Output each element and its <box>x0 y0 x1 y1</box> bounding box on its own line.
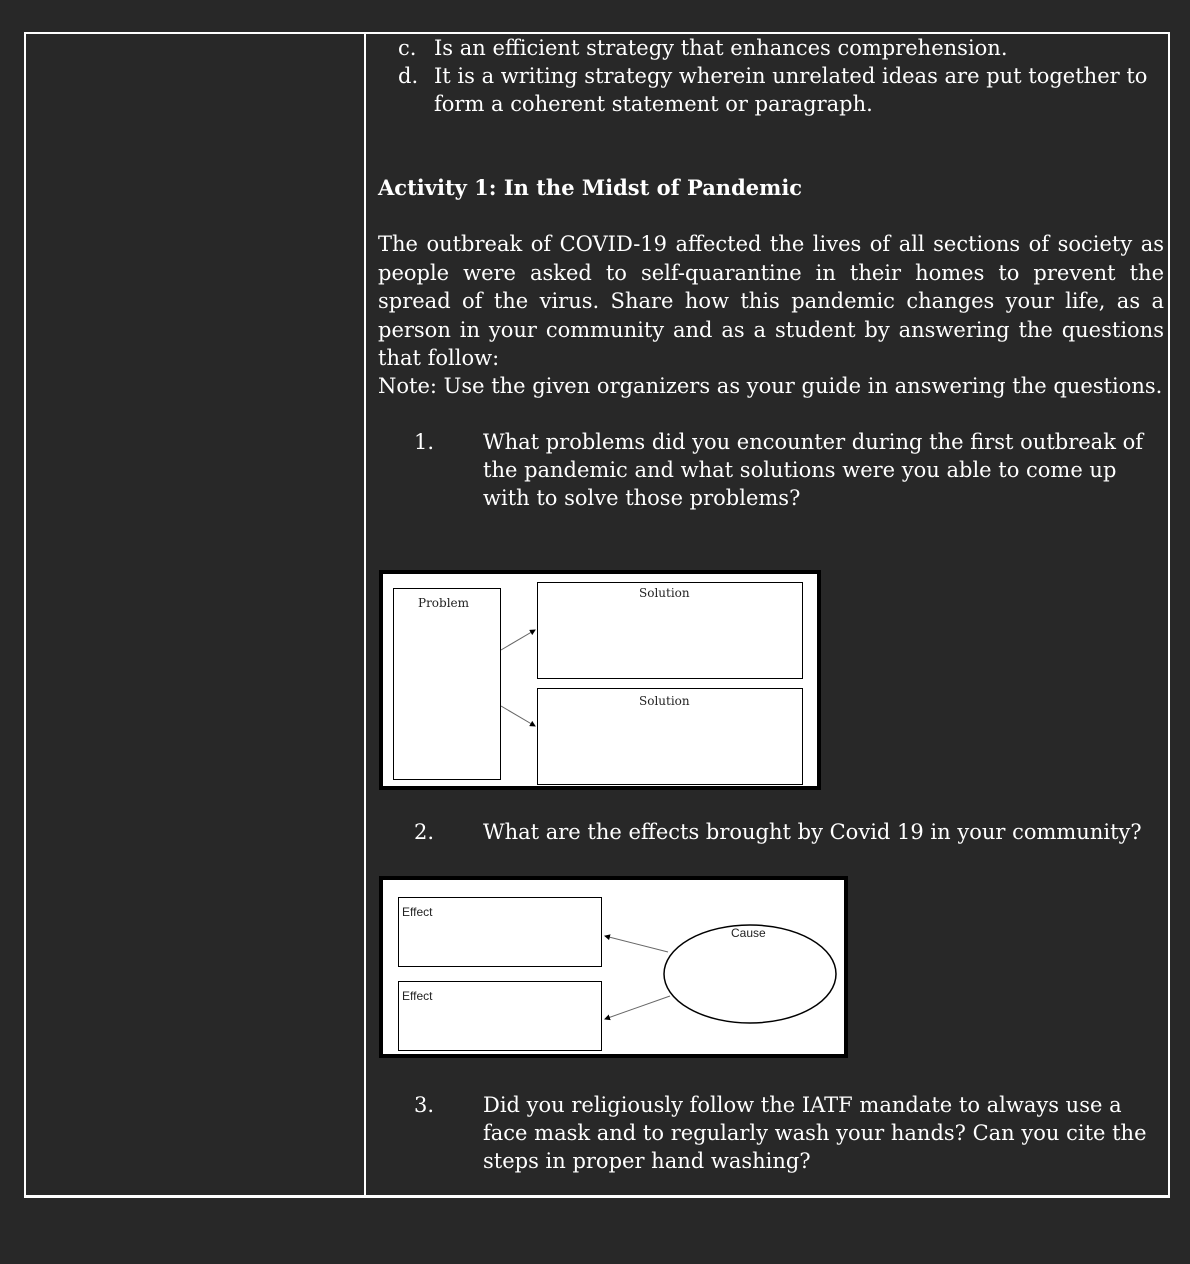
question-3-number: 3. <box>414 1093 435 1117</box>
activity-note: Note: Use the given organizers as your guide in answering the questions. <box>378 374 1163 398</box>
question-3-text: Did you religiously follow the IATF mandate to always use a face mask and to regularly wash your hands? Can you cite the steps in proper hand washing? <box>483 1093 1147 1173</box>
question-2-text: What are the effects brought by Covid 19 in your community? <box>483 820 1142 844</box>
problem-solution-arrows <box>383 574 825 794</box>
activity-intro: The outbreak of COVID-19 affected the lives of all sections of society as people were asked to self-quarantine in their homes to prevent the spread of the virus. Share how this pandemic changes your life, as a person in your community and as a student by answering the questions that follow: <box>378 232 1164 370</box>
choice-d-letter: d. <box>398 64 419 88</box>
problem-label: Problem <box>418 596 470 610</box>
effect-label-1: Effect <box>402 905 433 919</box>
problem-solution-organizer <box>379 570 821 790</box>
effect-label-2: Effect <box>402 989 433 1003</box>
question-1-number: 1. <box>414 430 435 454</box>
choice-d-text-line2: form a coherent statement or paragraph. <box>434 92 873 116</box>
solution-label-1: Solution <box>639 586 690 600</box>
question-1-text: What problems did you encounter during the first outbreak of the pandemic and what solutions were you able to come up with to solve those problems? <box>483 430 1144 510</box>
choice-c-text: Is an efficient strategy that enhances comprehension. <box>434 36 1008 60</box>
cause-label: Cause <box>731 926 766 940</box>
choice-c-letter: c. <box>398 36 417 60</box>
question-2-number: 2. <box>414 820 435 844</box>
cause-effect-graphics <box>383 880 852 1062</box>
column-divider <box>364 32 366 1198</box>
activity-title: Activity 1: In the Midst of Pandemic <box>378 175 803 200</box>
choice-d-text-line1: It is a writing strategy wherein unrelated ideas are put together to <box>434 64 1148 88</box>
solution-label-2: Solution <box>639 694 690 708</box>
cause-effect-organizer <box>379 876 848 1058</box>
